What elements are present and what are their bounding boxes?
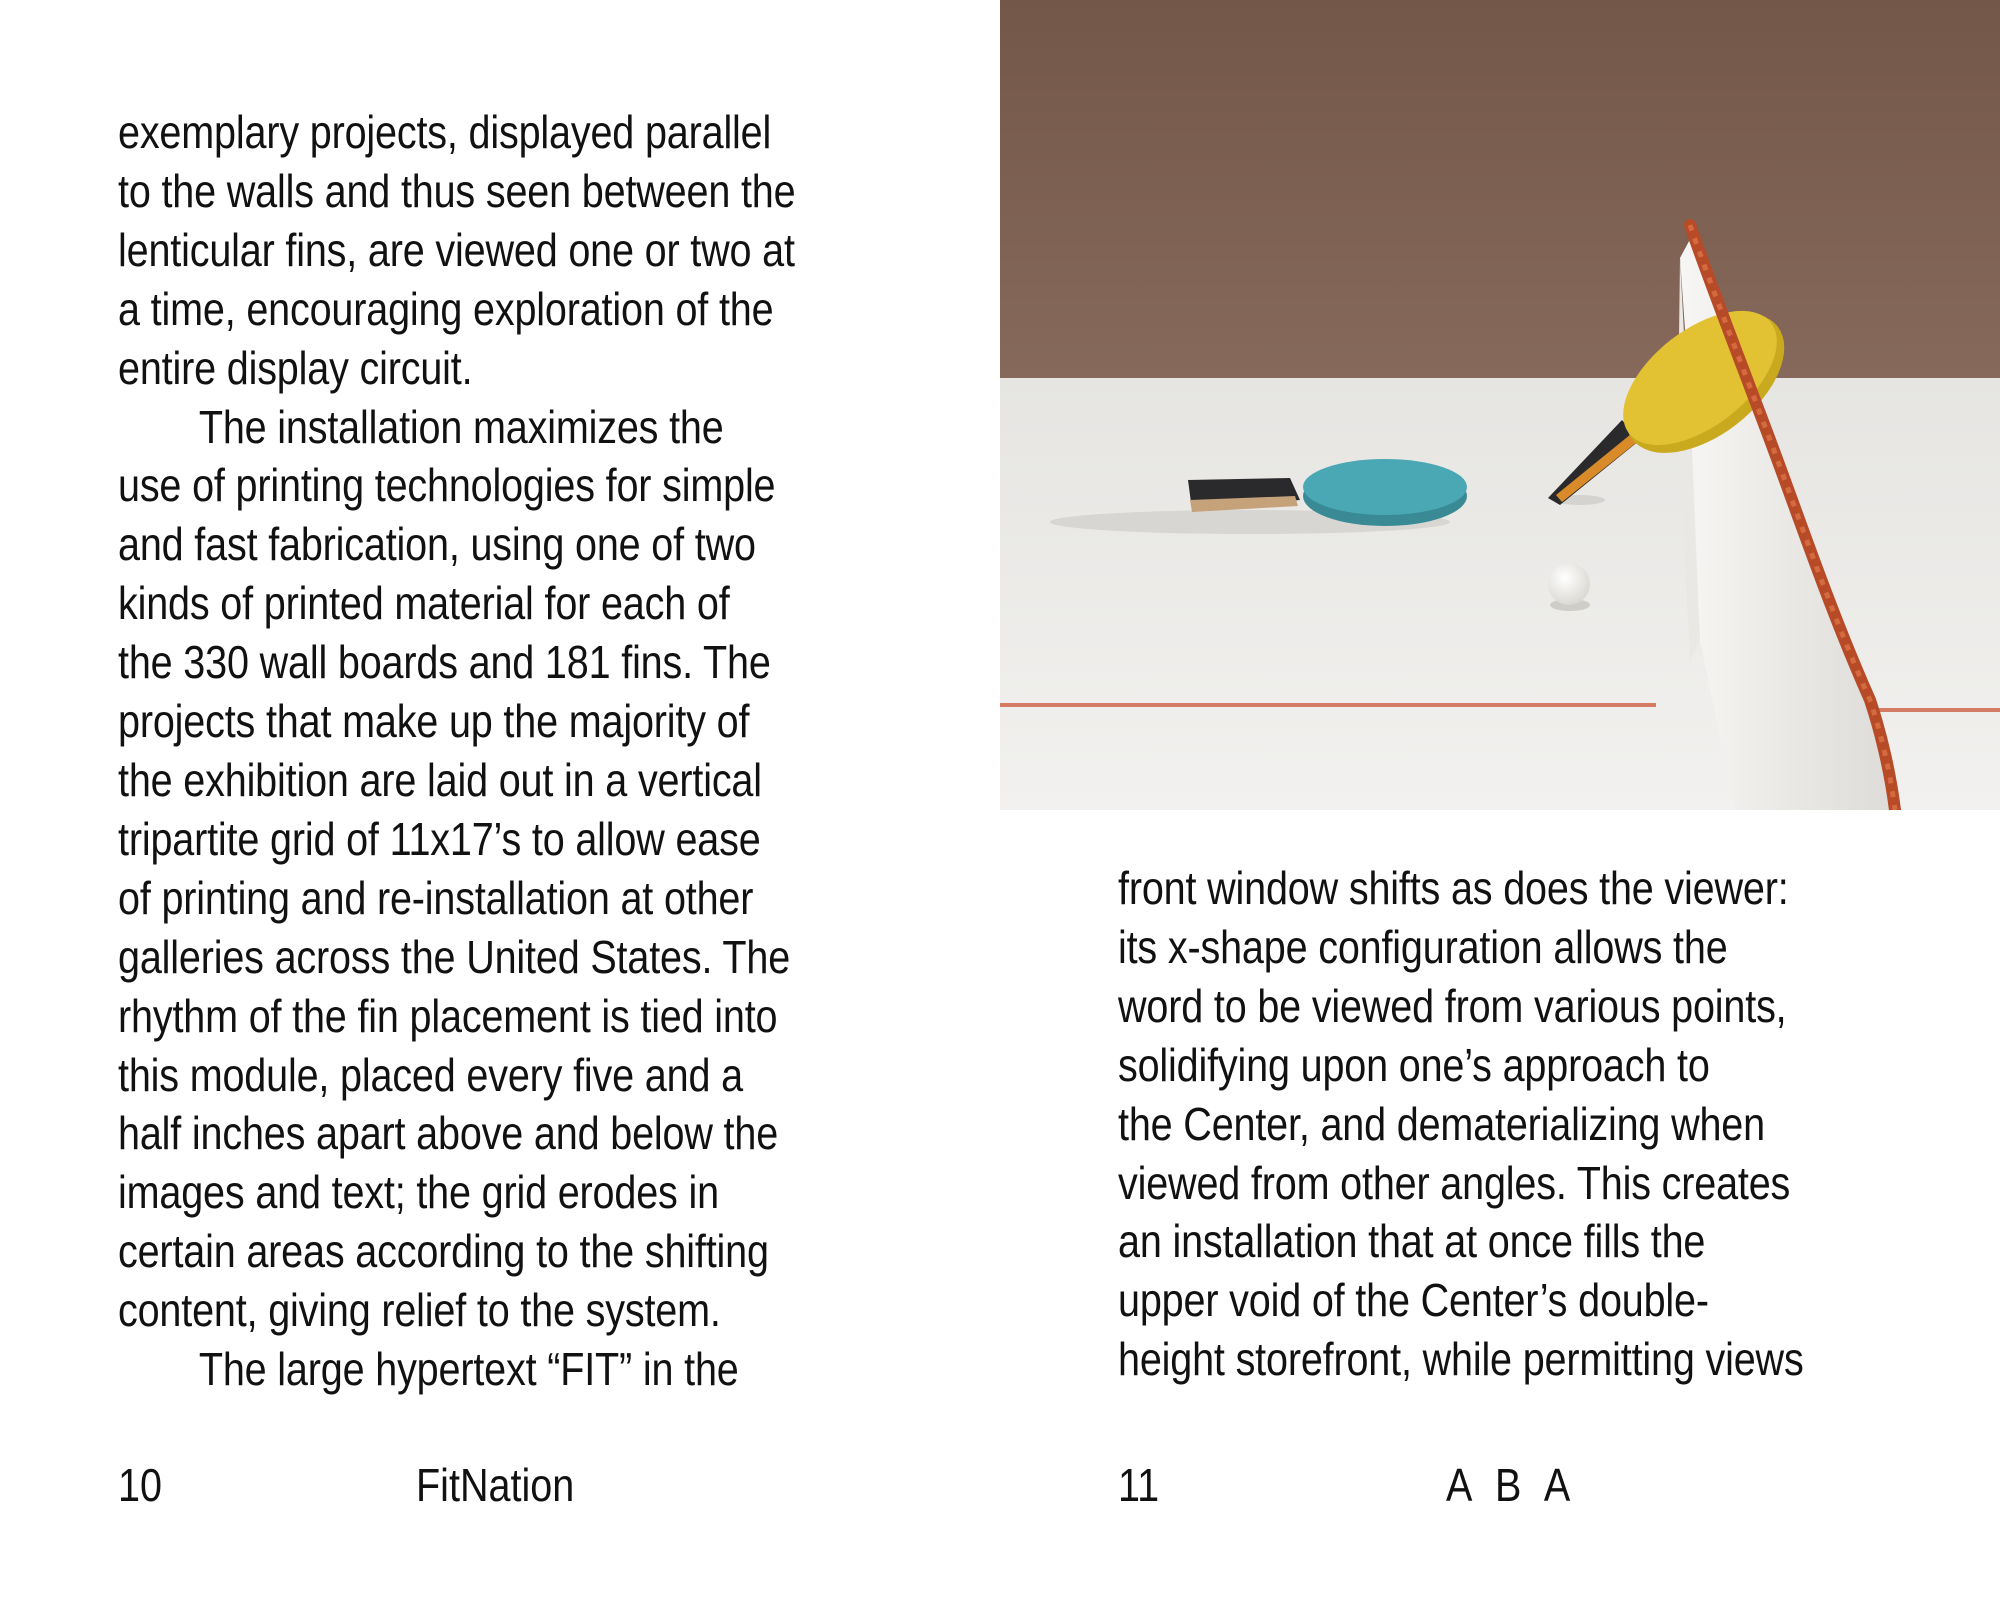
text-line: images and text; the grid erodes in	[118, 1166, 719, 1219]
text-line: its x-shape configuration allows the	[1118, 920, 1728, 973]
text-line: a time, encouraging exploration of the	[118, 282, 774, 335]
text-line: the Center, and dematerializing when	[1118, 1097, 1765, 1150]
text-line: projects that make up the majority of	[118, 695, 750, 748]
text-line: tripartite grid of 11x17’s to allow ease	[118, 812, 761, 865]
ball	[1548, 563, 1590, 605]
right-page-number: 11	[1118, 1459, 1160, 1511]
text-line: and fast fabrication, using one of two	[118, 518, 756, 571]
wall	[1000, 0, 2000, 378]
text-line: certain areas according to the shifting	[118, 1225, 769, 1278]
text-line: this module, placed every five and a	[118, 1048, 743, 1101]
text-line: an installation that at once fills the	[1118, 1215, 1706, 1268]
right-running-title: A B A	[1446, 1459, 1578, 1511]
text-line: front window shifts as does the viewer:	[1118, 862, 1789, 914]
text-line: upper void of the Center’s double-	[1118, 1274, 1709, 1327]
text-line: solidifying upon one’s approach to	[1118, 1038, 1710, 1091]
text-line: the 330 wall boards and 181 fins. The	[118, 636, 771, 689]
text-line: half inches apart above and below the	[118, 1107, 779, 1160]
table-line-right	[1865, 708, 2000, 712]
text-line: entire display circuit.	[118, 341, 473, 394]
text-line: of printing and re-installation at other	[118, 871, 754, 924]
text-line: height storefront, while permitting views	[1118, 1333, 1804, 1386]
text-line: use of printing technologies for simple	[118, 459, 776, 512]
right-page	[1000, 0, 2000, 1619]
photo-illustration	[1000, 0, 2000, 810]
text-line: the exhibition are laid out in a vertical	[118, 753, 762, 806]
text-line: exemplary projects, displayed parallel	[118, 106, 772, 158]
text-line: The large hypertext “FIT” in the	[198, 1343, 739, 1396]
text-line: The installation maximizes the	[198, 400, 724, 453]
left-body-text	[118, 103, 978, 1399]
ping-pong-photo	[1000, 0, 2000, 810]
text-line: kinds of printed material for each of	[118, 577, 730, 630]
text-line: viewed from other angles. This creates	[1118, 1156, 1791, 1209]
table-line	[1000, 703, 1656, 707]
left-page-number: 10	[118, 1459, 163, 1511]
text-line: rhythm of the fin placement is tied into	[118, 989, 778, 1042]
text-line: galleries across the United States. The	[118, 930, 791, 983]
right-body-text	[1118, 859, 1978, 1389]
text-line: content, giving relief to the system.	[118, 1284, 721, 1337]
left-running-title: FitNation	[416, 1459, 575, 1511]
text-line: word to be viewed from various points,	[1118, 979, 1787, 1032]
text-line: to the walls and thus seen between the	[118, 164, 796, 217]
text-line: lenticular fins, are viewed one or two at	[118, 223, 795, 276]
